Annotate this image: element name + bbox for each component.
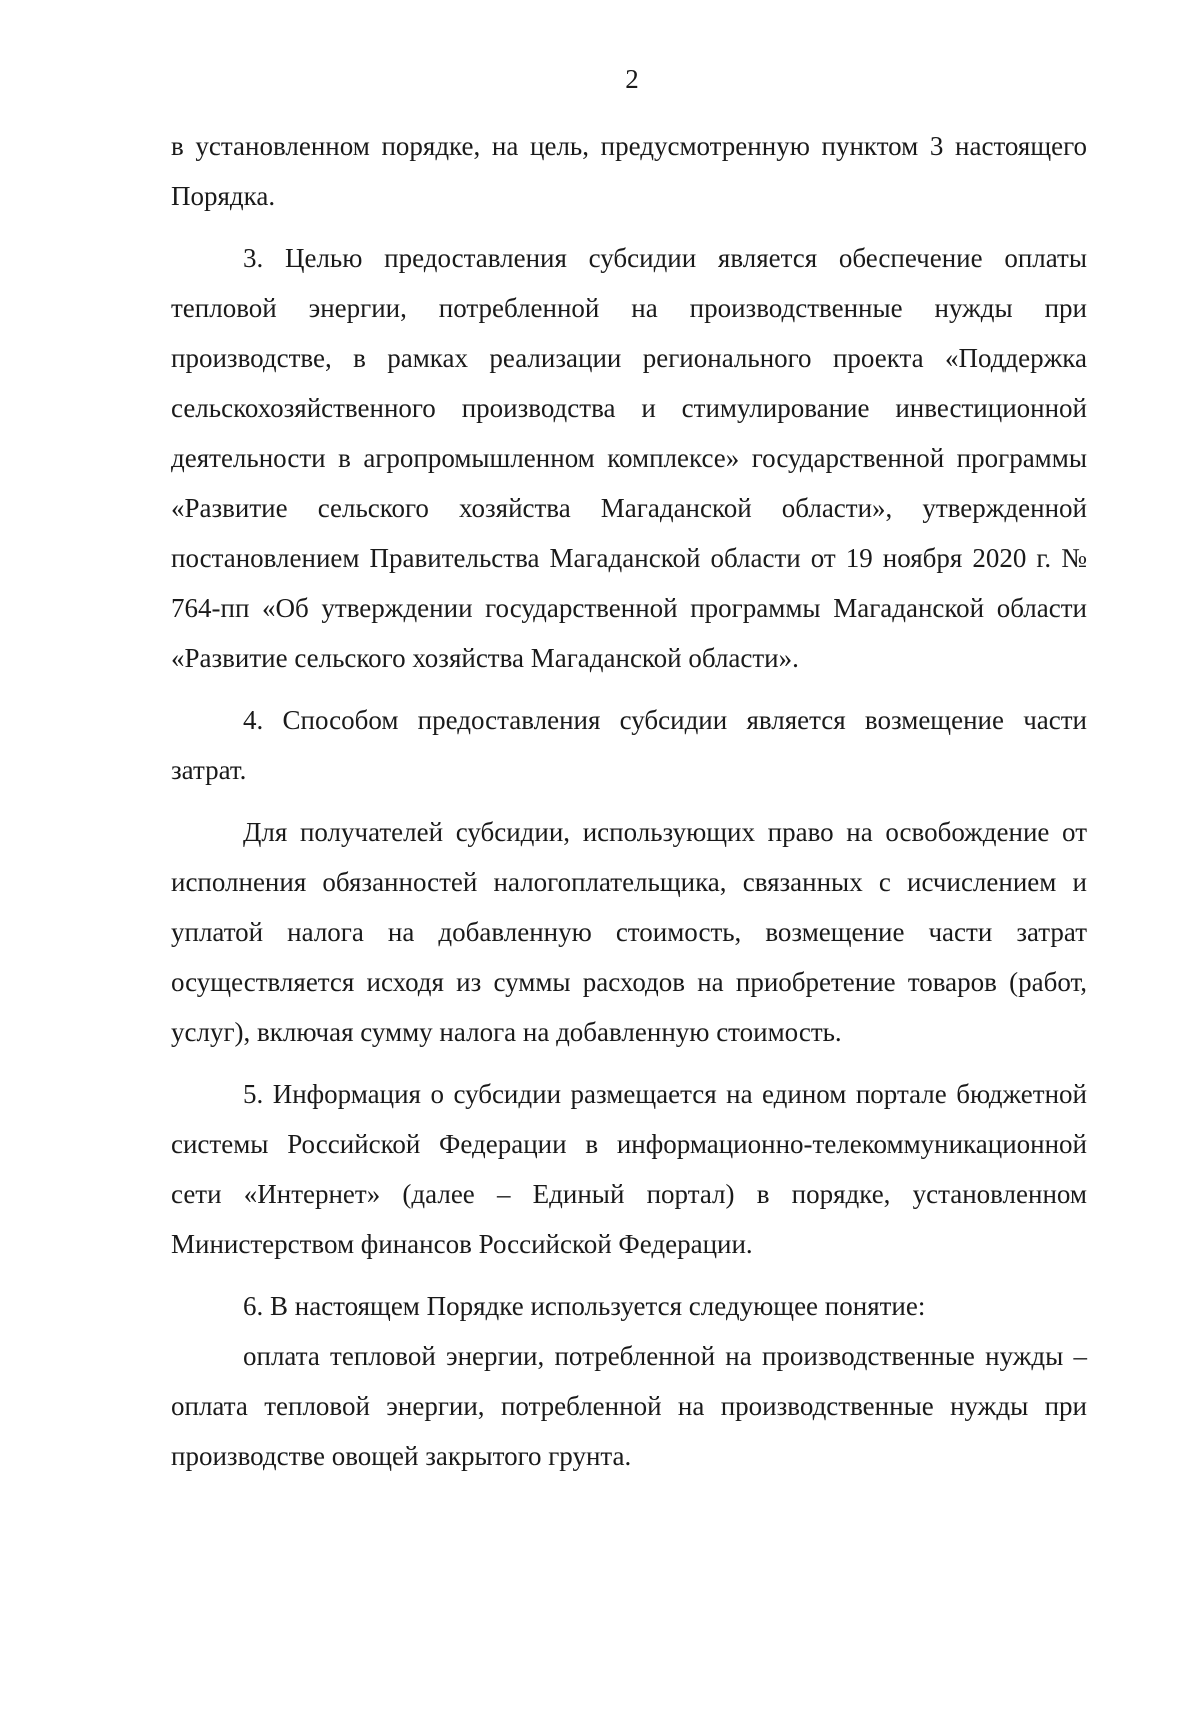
- paragraph-item-4-note: Для получателей субсидии, использующих право на освобождение от исполнения обязанностей налогоплательщика, связанных с исчислением и уплатой налога на добавленную стоимость, возмещение части затрат осуществляется исходя из суммы расходов на приобретение товаров (работ, услуг), включая сумму налога на добавленную стоимость.: [171, 817, 1087, 1047]
- paragraph-item-3: 3. Целью предоставления субсидии является обеспечение оплаты тепловой энергии, потребленной на производственные нужды при производстве, в рамках реализации регионального проекта «Поддержка сельскохозяйственного производства и стимулирование инвестиционной деятельности в агропромышленном комплексе» государственной программы «Развитие сельского хозяйства Магаданской области», утвержденной постановлением Правительства Магаданской области от 19 ноября 2020 г. № 764-пп «Об утверждении государственной программы Магаданской области «Развитие сельского хозяйства Магаданской области».: [171, 243, 1087, 673]
- document-body: [171, 121, 1087, 1481]
- paragraph-definition: оплата тепловой энергии, потребленной на производственные нужды – оплата тепловой энергии, потребленной на производственные нужды при производстве овощей закрытого грунта.: [171, 1341, 1087, 1471]
- page-number: 2: [625, 64, 639, 94]
- paragraph-item-5: 5. Информация о субсидии размещается на едином портале бюджетной системы Российской Федерации в информационно-телекоммуникационной сети «Интернет» (далее – Единый портал) в порядке, установленном Министерством финансов Российской Федерации.: [171, 1079, 1087, 1259]
- paragraph-continuation: в установленном порядке, на цель, предусмотренную пунктом 3 настоящего Порядка.: [171, 131, 1087, 211]
- paragraph-item-6: 6. В настоящем Порядке используется следующее понятие:: [243, 1291, 926, 1321]
- paragraph-item-4: 4. Способом предоставления субсидии является возмещение части затрат.: [171, 705, 1087, 785]
